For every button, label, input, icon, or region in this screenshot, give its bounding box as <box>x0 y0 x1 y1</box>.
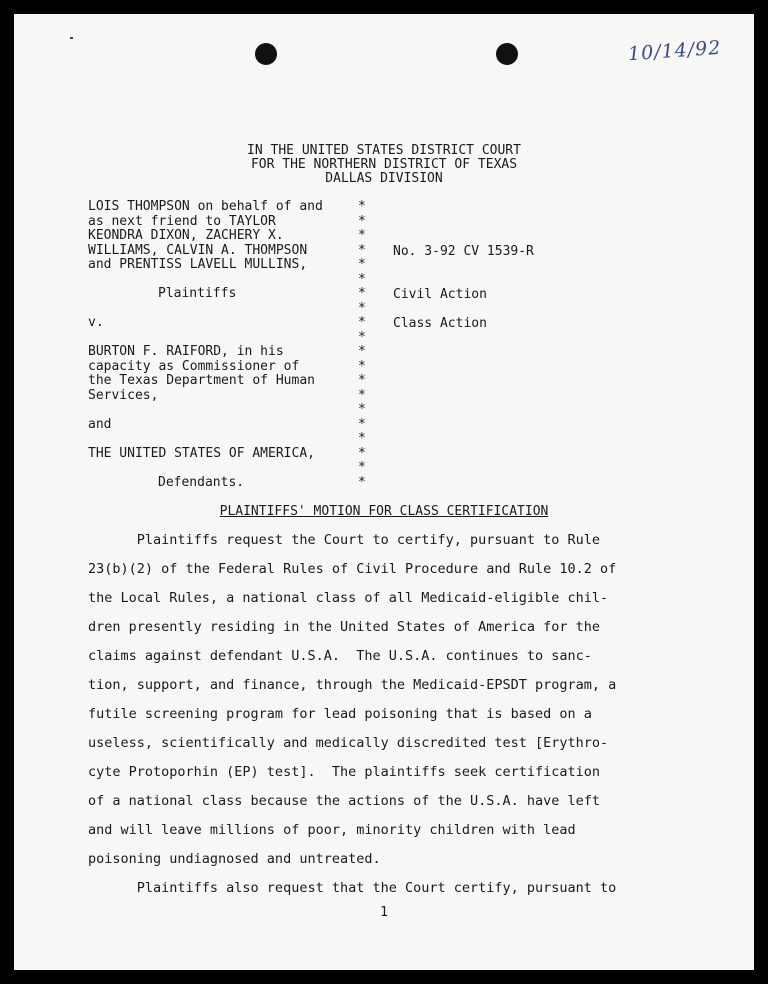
motion-title: PLAINTIFFS' MOTION FOR CLASS CERTIFICATION <box>219 504 549 519</box>
defendant1-line-4: Services, <box>88 387 159 403</box>
body-line: tion, support, and finance, through the Medicaid-EPSDT program, a <box>88 677 617 693</box>
defendant1-line-2: capacity as Commissioner of <box>88 358 300 374</box>
plaintiff-line-3: KEONDRA DIXON, ZACHERY X. <box>88 228 284 243</box>
scan-speck <box>70 37 73 39</box>
civil-action-label: Civil Action <box>393 287 487 302</box>
body-line: useless, scientifically and medically discredited test [Erythro- <box>88 735 609 751</box>
court-header-line2: FOR THE NORTHERN DISTRICT OF TEXAS <box>250 157 518 172</box>
defendant2: THE UNITED STATES OF AMERICA, <box>88 445 315 461</box>
body-line: dren presently residing in the United States of America for the <box>88 619 601 635</box>
plaintiff-line-2: as next friend to TAYLOR <box>88 213 276 229</box>
punch-hole-right <box>496 43 518 65</box>
caption-star-separator: * * * * * * * * * * * * * * * * * * * * <box>358 199 366 490</box>
plaintiff-line-5: and PRENTISS LAVELL MULLINS, <box>88 257 308 272</box>
and-label: and <box>88 416 112 432</box>
class-action-label: Class Action <box>393 316 487 331</box>
body-line: of a national class because the actions of the U.S.A. have left <box>88 793 601 809</box>
page-number: 1 <box>380 905 388 920</box>
body-line: 23(b)(2) of the Federal Rules of Civil Procedure and Rule 10.2 of <box>88 561 617 577</box>
defendant1-line-1: BURTON F. RAIFORD, in his <box>88 344 284 359</box>
court-header-line3: DALLAS DIVISION <box>325 171 443 186</box>
body-line: cyte Protoporhin (EP) test]. The plaintiffs seek certification <box>88 764 601 780</box>
body-line: poisoning undiagnosed and untreated. <box>88 851 381 867</box>
plaintiffs-label: Plaintiffs <box>158 286 237 301</box>
court-header-line1: IN THE UNITED STATES DISTRICT COURT <box>247 143 521 158</box>
versus: v. <box>88 315 104 330</box>
defendant1-line-3: the Texas Department of Human <box>88 373 315 388</box>
punch-hole-left <box>255 43 277 65</box>
plaintiff-line-1: LOIS THOMPSON on behalf of and <box>88 199 323 214</box>
body-line: Plaintiffs request the Court to certify, pursuant to Rule <box>88 532 601 548</box>
defendants-label: Defendants. <box>158 474 245 490</box>
case-number: No. 3-92 CV 1539-R <box>393 243 534 259</box>
handwritten-date: 10/14/92 <box>627 36 722 66</box>
body-line: and will leave millions of poor, minority children with lead <box>88 822 576 838</box>
plaintiff-line-4: WILLIAMS, CALVIN A. THOMPSON <box>88 242 308 258</box>
body-line: claims against defendant U.S.A. The U.S.A. continues to sanc- <box>88 648 592 664</box>
body-line: Plaintiffs also request that the Court certify, pursuant to <box>88 880 617 896</box>
body-line: the Local Rules, a national class of all Medicaid-eligible chil- <box>88 590 609 606</box>
body-line: futile screening program for lead poisoning that is based on a <box>88 706 592 722</box>
